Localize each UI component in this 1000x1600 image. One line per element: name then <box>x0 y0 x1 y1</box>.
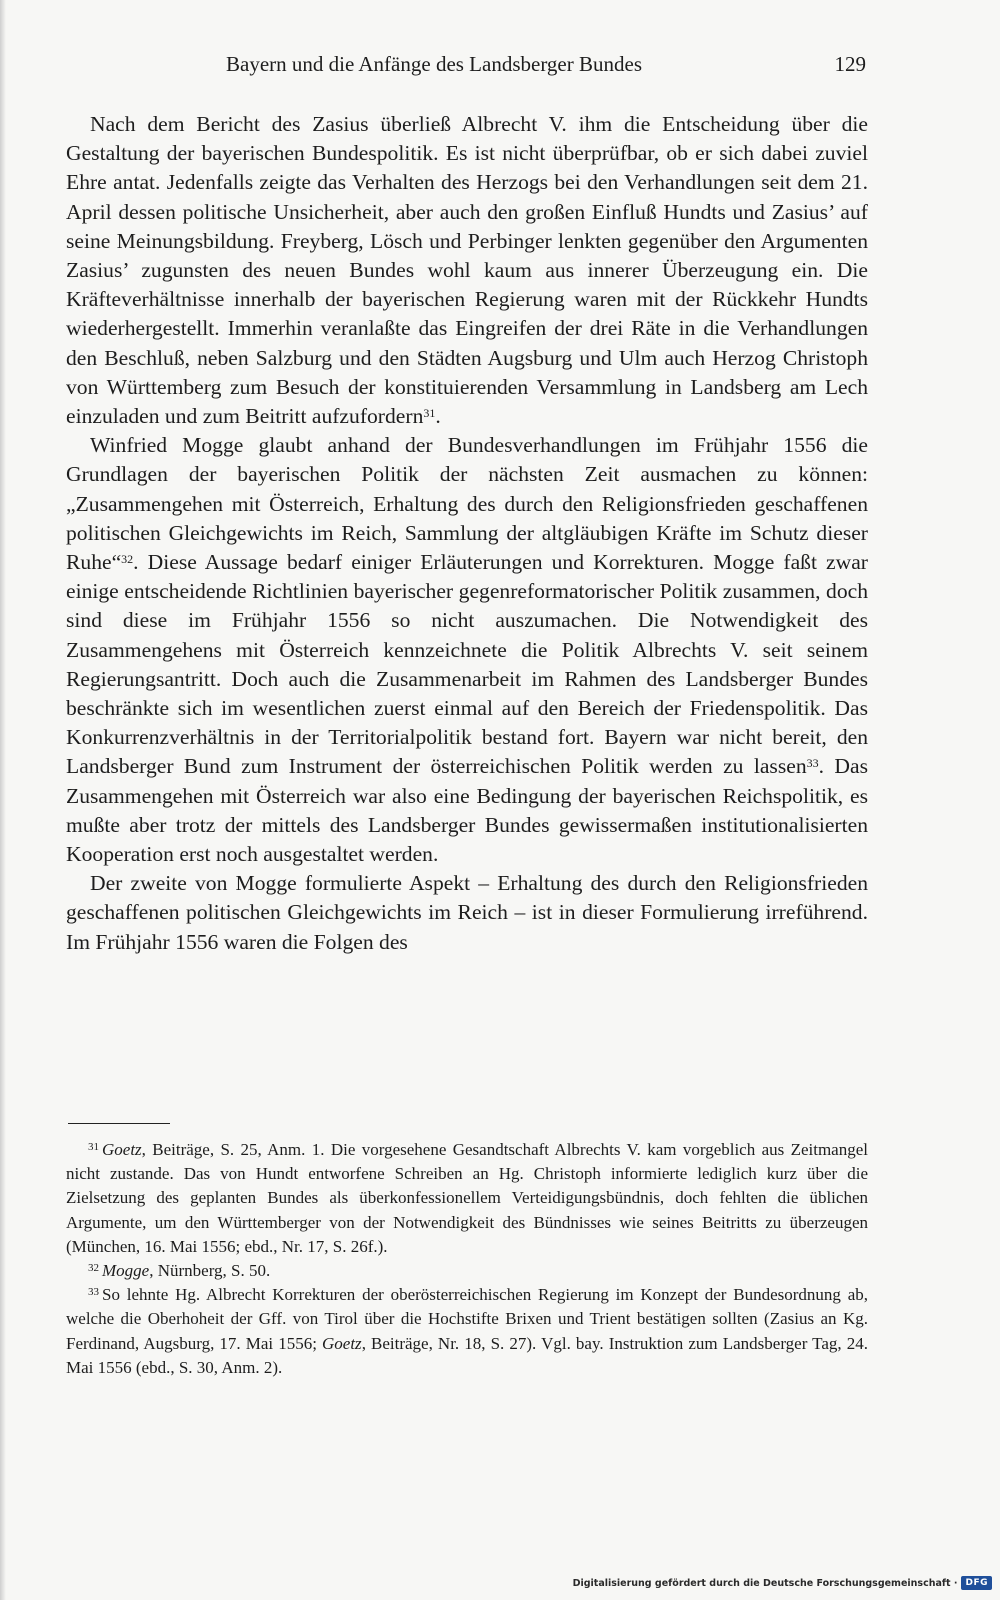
footnote-31 <box>66 1138 868 1259</box>
paragraph-2 <box>66 431 868 869</box>
page-edge-shadow <box>0 0 6 1600</box>
footnote-author: Goetz <box>102 1140 142 1159</box>
footnote-separator <box>68 1123 170 1124</box>
digitization-credit <box>573 1574 992 1592</box>
dfg-logo: DFG <box>961 1576 992 1590</box>
footnote-ref-32[interactable]: 32 <box>121 552 134 567</box>
paragraph-2-part-c: . Das Zusammengehen mit Österreich war also eine Bedingung der bayerischen Reichspolitik, es mußte aber trotz der mittels des Landsberger Bundes gewissermaßen institutionalisierten Kooperation erst noch ausgestaltet werden. <box>66 754 868 867</box>
footnote-text: So lehnte Hg. Albrecht Korrekturen der oberösterreichischen Regierung im Konzept der Bundesordnung ab, welche die Oberhoheit der Gff. von Tirol über die Hochstifte Brixen und Trient bestätigen sollten (Zasius an Kg. Ferdinand, Augsburg, 17. Mai 1556; <box>66 1285 868 1353</box>
footnote-33 <box>66 1283 868 1380</box>
footnote-text: , Beiträge, Nr. 18, S. 27). Vgl. bay. Instruktion zum Landsberger Tag, 24. Mai 1556 (ebd., S. 30, Anm. 2). <box>66 1333 868 1377</box>
footnote-ref-33[interactable]: 33 <box>806 756 819 771</box>
paragraph-2-part-a: Winfried Mogge glaubt anhand der Bundesverhandlungen im Frühjahr 1556 die Grundlagen der bayerischen Politik der nächsten Zeit ausmachen zu können: „Zusammengehen mit Österreich, Erhaltung des durch den Religionsfrieden geschaffenen politischen Gleichgewichts im Reich, Sammlung der altgläubigen Kräfte im Schutz dieser Ruhe“ <box>66 433 868 575</box>
page-number: 129 <box>834 52 866 76</box>
running-title: Bayern und die Anfänge des Landsberger Bundes <box>226 52 643 76</box>
footnote-author: Mogge <box>102 1261 150 1281</box>
footnotes <box>66 1138 868 1380</box>
footnote-text: , Beiträge, S. 25, Anm. 1. Die vorgesehene Gesandtschaft Albrechts V. kam vorgeblich aus Zeitmangel nicht zustande. Das von Hundt entworfene Schreiben an Hg. Christoph informierte lediglich kurz über die Zielsetzung des geplanten Bundes als überkonfessionellem Verteidigungsbündnis, doch fehlten die üblichen Argumente, um den Württemberger von der Notwendigkeit des Bündnisses wie seines Beitritts zu überzeugen (München, 16. Mai 1556; ebd., Nr. 17, S. 26f.). <box>66 1140 868 1256</box>
footnote-number: 31 <box>88 1141 99 1153</box>
main-text <box>66 110 868 957</box>
paragraph-1 <box>66 110 868 431</box>
paragraph-1-text: Nach dem Bericht des Zasius überließ Albrecht V. ihm die Entscheidung über die Gestaltung der bayerischen Bundespolitik. Es ist nicht überprüfbar, ob er sich dabei zuviel Ehre antat. Jedenfalls zeigte das Verhalten des Herzogs bei den Verhandlungen seit dem 21. April dessen politische Unsicherheit, aber auch den großen Einfluß Hundts und Zasius’ auf seine Meinungsbildung. Freyberg, Lösch und Perbinger lenkten gegenüber den Argumenten Zasius’ zugunsten des neuen Bundes wohl kaum aus innerer Überzeugung ein. Die Kräfteverhältnisse innerhalb der bayerischen Regierung waren mit der Rückkehr Hundts wiederhergestellt. Immerhin veranlaßte das Eingreifen der drei Räte in die Verhandlungen den Beschluß, neben Salzburg und den Städten Augsburg und Ulm auch Herzog Christoph von Württemberg zum Besuch der konstituierenden Versammlung in Landsberg am Lech einzuladen und zum Beitritt aufzufordern <box>66 112 868 429</box>
running-header <box>68 52 866 82</box>
footnote-32 <box>66 1259 868 1283</box>
paragraph-1-tail: . <box>435 404 441 429</box>
credit-text: Digitalisierung gefördert durch die Deutsche Forschungsgemeinschaft · <box>572 1577 958 1589</box>
footnote-author: Goetz <box>322 1333 362 1353</box>
footnote-text: , Nürnberg, S. 50. <box>149 1261 271 1281</box>
paragraph-2-part-b: . Diese Aussage bedarf einiger Erläuterungen und Korrekturen. Mogge faßt zwar einige entscheidende Richtlinien bayerischer gegenreformatorischer Politik zusammen, doch sind diese im Frühjahr 1556 so nicht auszumachen. Die Notwendigkeit des Zusammengehens mit Österreich kennzeichnete die Politik Albrechts V. seit seinem Regierungsantritt. Doch auch die Zusammenarbeit im Rahmen des Landsberger Bundes beschränkte sich im wesentlichen zuerst einmal auf den Bereich der Friedenspolitik. Das Konkurrenzverhältnis in der Territorialpolitik bestand fort. Bayern war nicht bereit, den Landsberger Bund zum Instrument der österreichischen Politik werden zu lassen <box>66 550 868 779</box>
paragraph-3: Der zweite von Mogge formulierte Aspekt – Erhaltung des durch den Religionsfrieden geschaffenen politischen Gleichgewichts im Reich – ist in dieser Formulierung irreführend. Im Frühjahr 1556 waren die Folgen des <box>66 871 868 954</box>
footnote-number: 32 <box>88 1262 99 1275</box>
footnote-ref-31[interactable]: 31 <box>423 406 436 421</box>
footnote-number: 33 <box>88 1286 99 1299</box>
